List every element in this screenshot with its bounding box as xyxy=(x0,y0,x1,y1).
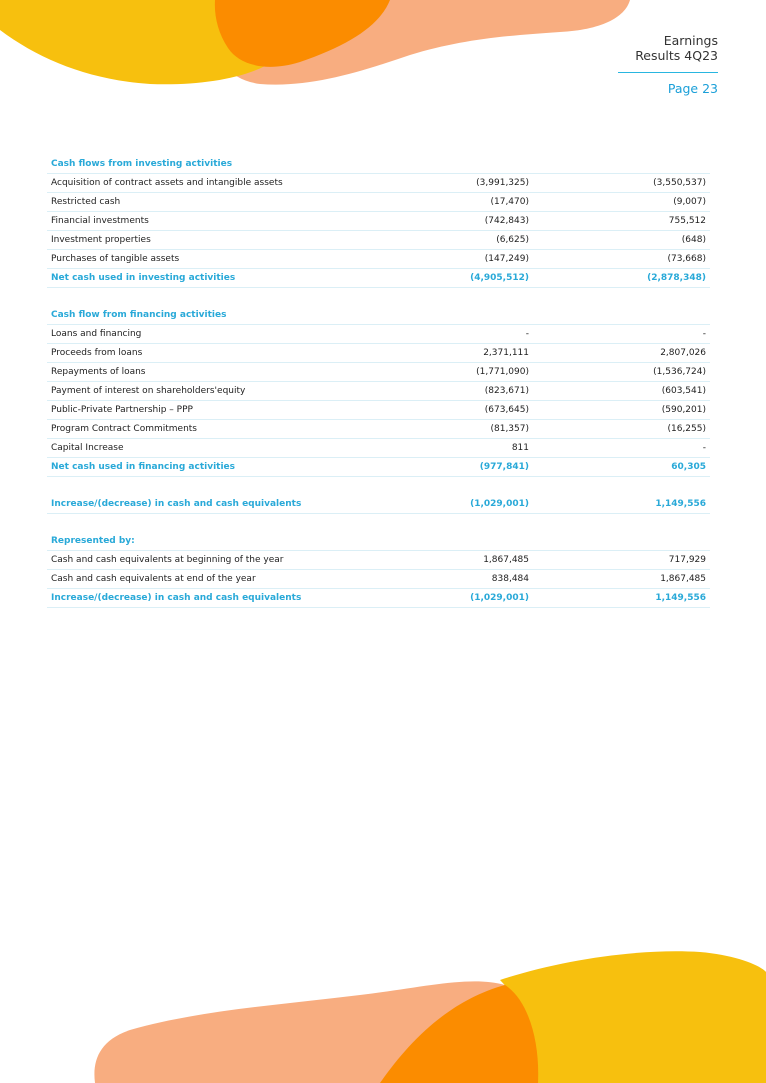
value-2023: (3,991,325) xyxy=(415,174,533,193)
value-2023: (81,357) xyxy=(415,420,533,439)
value-2022: 1,149,556 xyxy=(533,495,710,514)
row-label: Net cash used in investing activities xyxy=(47,269,415,288)
table-row xyxy=(47,325,710,344)
value-2023: (977,841) xyxy=(415,458,533,477)
row-label: Cash and cash equivalents at end of the year xyxy=(47,570,415,589)
table-row xyxy=(47,363,710,382)
value-2023: (1,029,001) xyxy=(415,495,533,514)
value-2022: 717,929 xyxy=(533,551,710,570)
spacer-row xyxy=(47,477,710,496)
row-label: Acquisition of contract assets and intangible assets xyxy=(47,174,415,193)
row-label xyxy=(47,477,415,496)
bottom-peach-blob xyxy=(94,981,535,1083)
value-2022: (2,878,348) xyxy=(533,269,710,288)
value-2022: 60,305 xyxy=(533,458,710,477)
value-2022 xyxy=(533,514,710,533)
page-header xyxy=(618,33,718,96)
table-row xyxy=(47,420,710,439)
value-2023: (742,843) xyxy=(415,212,533,231)
table-row xyxy=(47,401,710,420)
row-label: Payment of interest on shareholders'equity xyxy=(47,382,415,401)
row-label: Loans and financing xyxy=(47,325,415,344)
value-2023: (673,645) xyxy=(415,401,533,420)
row-label: Cash and cash equivalents at beginning of the year xyxy=(47,551,415,570)
value-2022 xyxy=(533,155,710,174)
value-2022: - xyxy=(533,325,710,344)
total-row xyxy=(47,269,710,288)
table-row xyxy=(47,570,710,589)
value-2023: (4,905,512) xyxy=(415,269,533,288)
value-2022 xyxy=(533,532,710,551)
spacer-row xyxy=(47,288,710,307)
value-2022: 755,512 xyxy=(533,212,710,231)
value-2023 xyxy=(415,288,533,307)
value-2022: (3,550,537) xyxy=(533,174,710,193)
section-header-row xyxy=(47,155,710,174)
header-divider xyxy=(618,72,718,73)
row-label: Represented by: xyxy=(47,532,415,551)
value-2023 xyxy=(415,306,533,325)
total-row xyxy=(47,495,710,514)
section-header-row xyxy=(47,532,710,551)
value-2022: (1,536,724) xyxy=(533,363,710,382)
row-label: Investment properties xyxy=(47,231,415,250)
row-label: Program Contract Commitments xyxy=(47,420,415,439)
row-label: Purchases of tangible assets xyxy=(47,250,415,269)
report-title-line2: Results 4Q23 xyxy=(635,48,718,63)
value-2022: 1,149,556 xyxy=(533,589,710,608)
table-row xyxy=(47,193,710,212)
row-label: Repayments of loans xyxy=(47,363,415,382)
value-2023: - xyxy=(415,325,533,344)
value-2023: (823,671) xyxy=(415,382,533,401)
value-2022: 1,867,485 xyxy=(533,570,710,589)
value-2022 xyxy=(533,306,710,325)
value-2022 xyxy=(533,288,710,307)
report-title-line1: Earnings xyxy=(663,33,718,48)
table-row xyxy=(47,551,710,570)
top-yellow-blob xyxy=(0,0,275,84)
value-2022: (648) xyxy=(533,231,710,250)
top-peach-blob xyxy=(215,0,630,85)
bottom-yellow-blob xyxy=(500,951,766,1083)
row-label: Capital Increase xyxy=(47,439,415,458)
value-2023 xyxy=(415,532,533,551)
table-row xyxy=(47,212,710,231)
row-label: Cash flow from financing activities xyxy=(47,306,415,325)
bottom-orange-blob xyxy=(380,985,538,1083)
row-label: Proceeds from loans xyxy=(47,344,415,363)
table-row xyxy=(47,382,710,401)
row-label: Increase/(decrease) in cash and cash equivalents xyxy=(47,495,415,514)
row-label: Financial investments xyxy=(47,212,415,231)
value-2023 xyxy=(415,155,533,174)
table-row xyxy=(47,231,710,250)
value-2023: (1,029,001) xyxy=(415,589,533,608)
total-row xyxy=(47,589,710,608)
value-2023: 838,484 xyxy=(415,570,533,589)
cash-flow-table xyxy=(47,155,710,608)
page-number: Page 23 xyxy=(667,81,718,96)
value-2022 xyxy=(533,477,710,496)
value-2022: 2,807,026 xyxy=(533,344,710,363)
value-2023: (1,771,090) xyxy=(415,363,533,382)
value-2023: (6,625) xyxy=(415,231,533,250)
table-row xyxy=(47,174,710,193)
value-2022: (9,007) xyxy=(533,193,710,212)
value-2023: 811 xyxy=(415,439,533,458)
value-2023: (147,249) xyxy=(415,250,533,269)
value-2023 xyxy=(415,477,533,496)
table-row xyxy=(47,344,710,363)
row-label: Public-Private Partnership – PPP xyxy=(47,401,415,420)
section-header-row xyxy=(47,306,710,325)
row-label xyxy=(47,514,415,533)
value-2023: (17,470) xyxy=(415,193,533,212)
spacer-row xyxy=(47,514,710,533)
value-2022: (73,668) xyxy=(533,250,710,269)
total-row xyxy=(47,458,710,477)
value-2022: (16,255) xyxy=(533,420,710,439)
value-2023: 1,867,485 xyxy=(415,551,533,570)
table-row xyxy=(47,250,710,269)
value-2022: (590,201) xyxy=(533,401,710,420)
table-row xyxy=(47,439,710,458)
top-orange-blob xyxy=(215,0,390,67)
row-label: Net cash used in financing activities xyxy=(47,458,415,477)
row-label: Increase/(decrease) in cash and cash equivalents xyxy=(47,589,415,608)
row-label xyxy=(47,288,415,307)
row-label: Restricted cash xyxy=(47,193,415,212)
value-2023 xyxy=(415,514,533,533)
row-label: Cash flows from investing activities xyxy=(47,155,415,174)
value-2022: - xyxy=(533,439,710,458)
value-2023: 2,371,111 xyxy=(415,344,533,363)
value-2022: (603,541) xyxy=(533,382,710,401)
